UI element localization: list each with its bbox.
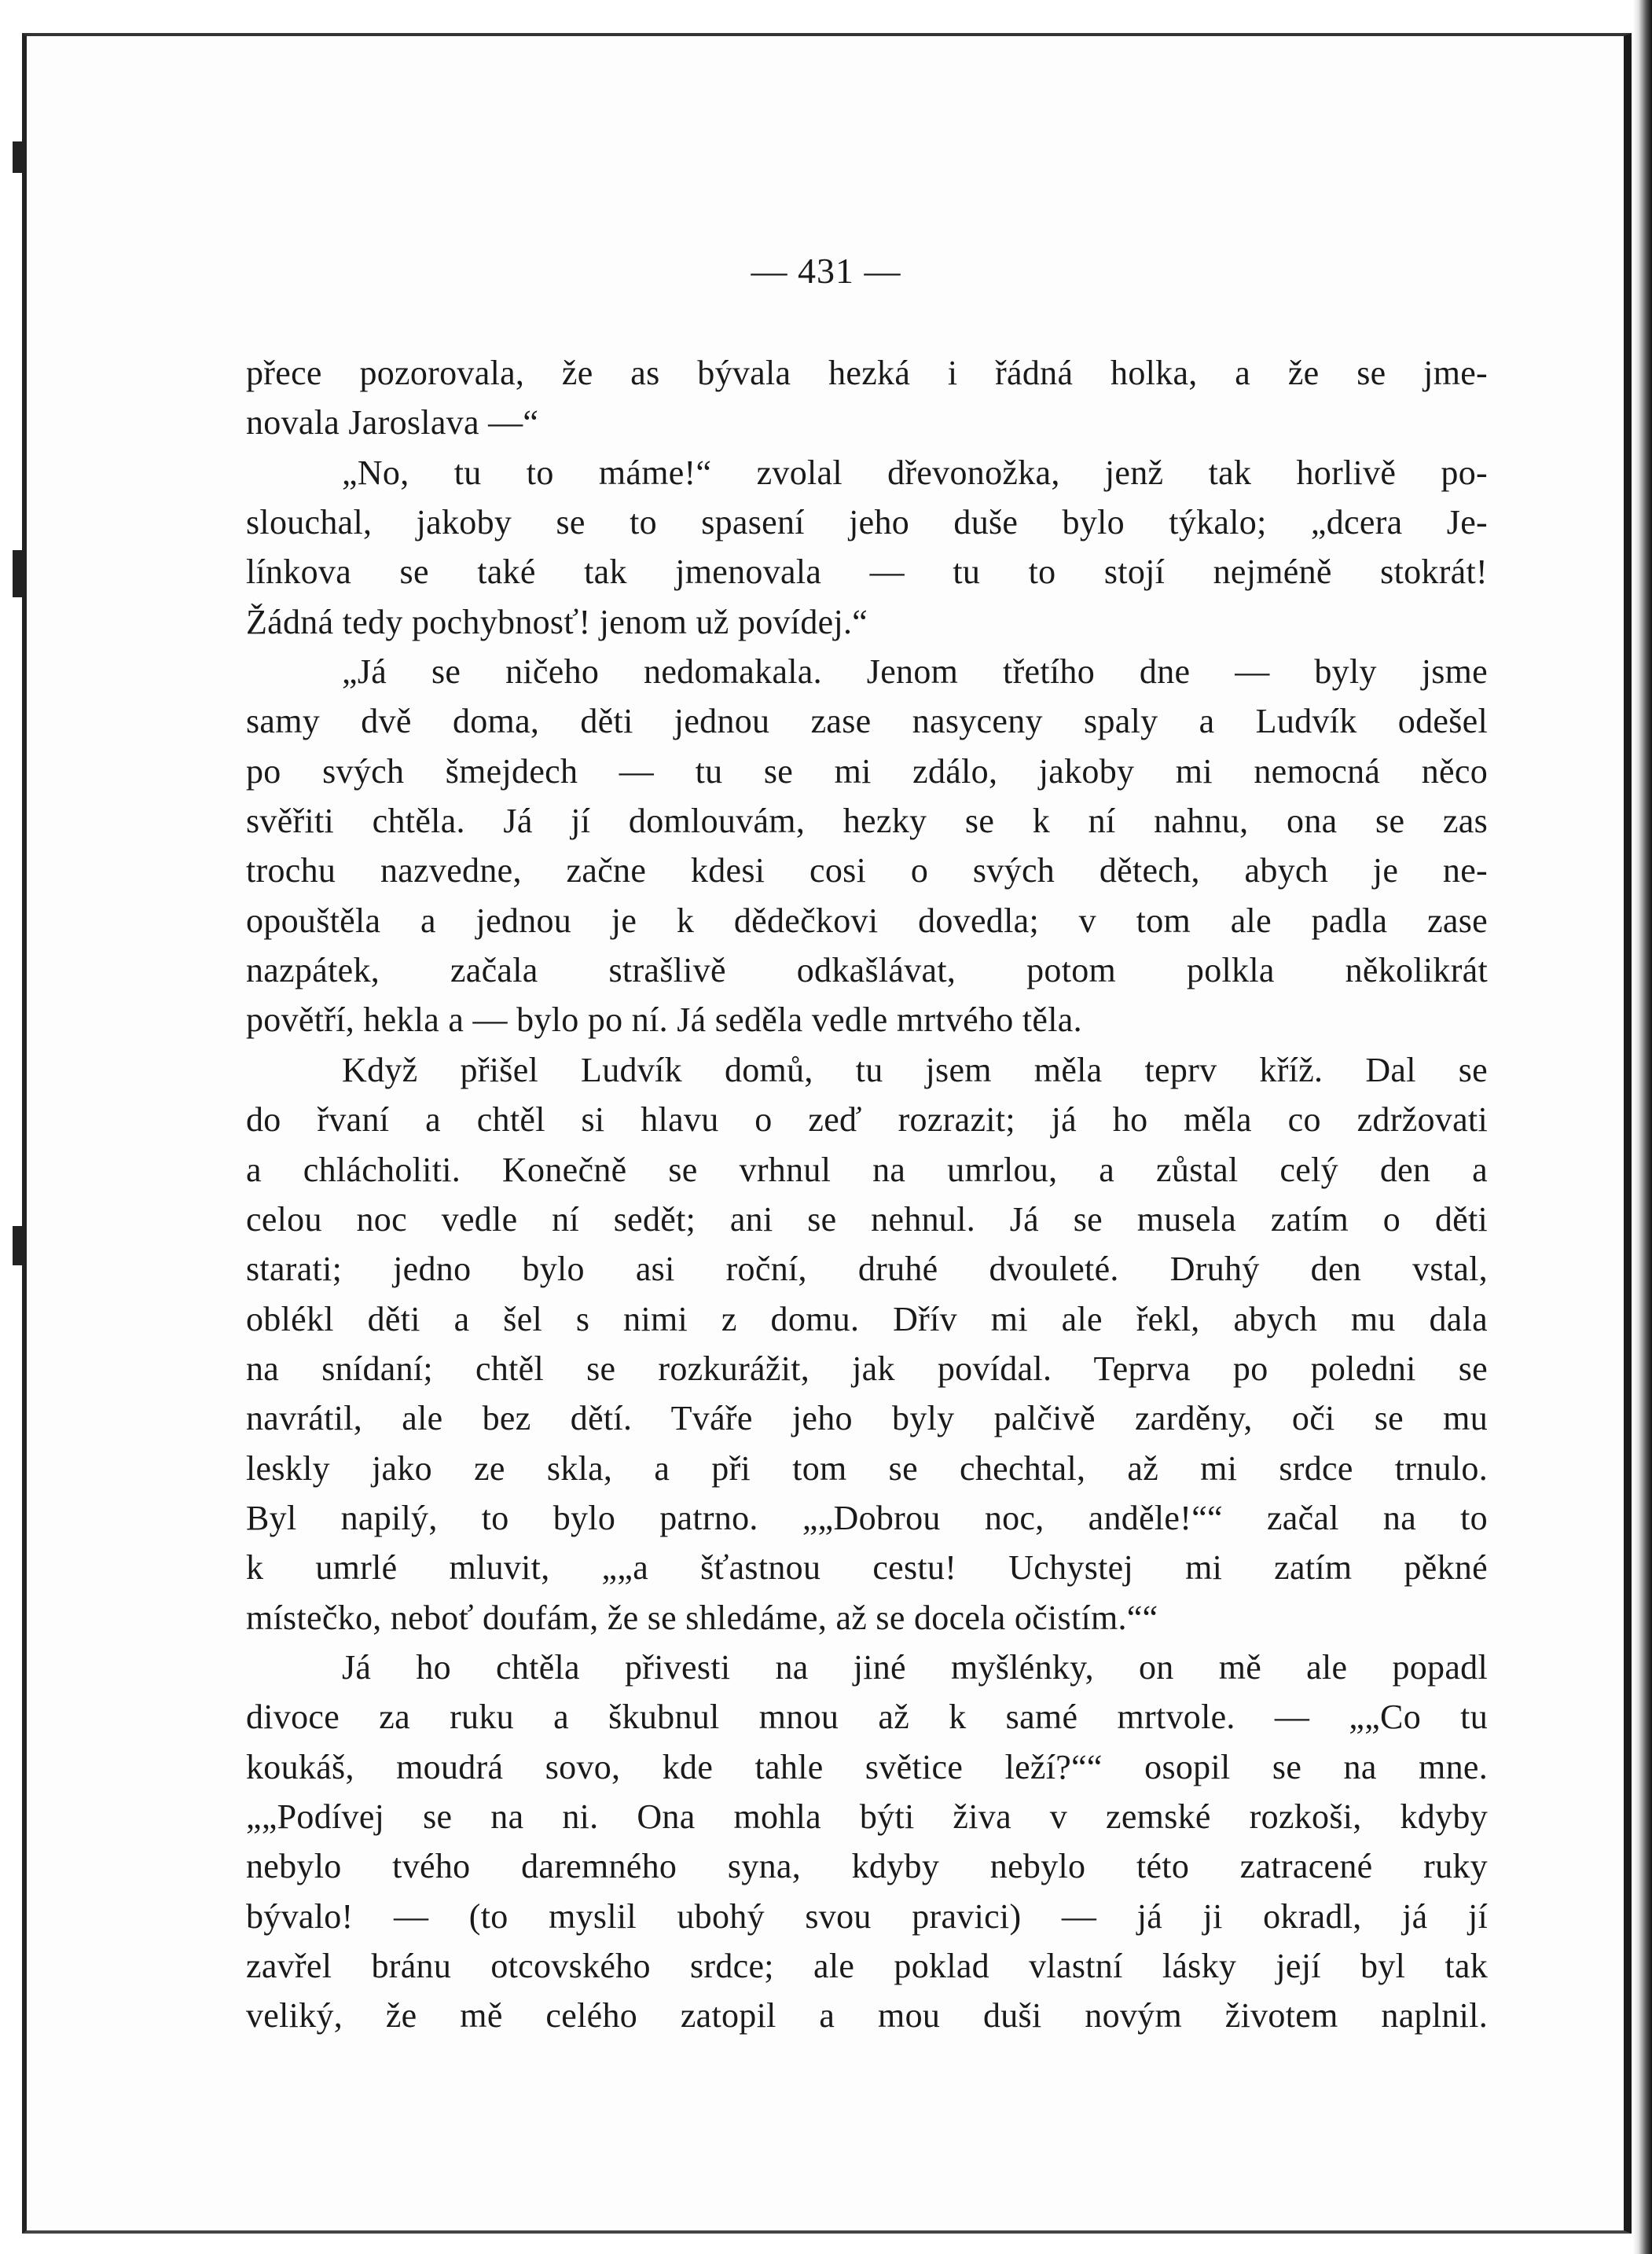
page-number: — 431 — [751,251,901,291]
text-line: zavřel bránu otcovského srdce; ale poklad vlastní lásky její byl tak [246,1947,1488,1985]
text-line: Byl napilý, to bylo patrno. „„Dobrou noc, anděle!““ začal na to [246,1498,1488,1537]
text-line: po svých šmejdech — tu se mi zdálo, jakoby mi nemocná něco [246,751,1488,791]
scan-edge-mark [13,141,24,173]
text-line: nazpátek, začala strašlivě odkašlávat, potom polkla několikrát [246,951,1488,990]
text-line: povětří, hekla a — bylo po ní. Já seděla vedle mrtvého těla. [246,1000,1082,1040]
text-line: leskly jako ze skla, a při tom se chechtal, až mi srdce trnulo. [246,1448,1488,1488]
text-line: línkova se také tak jmenovala — tu to stojí nejméně stokrát! [246,552,1488,592]
text-line: do řvaní a chtěl si hlavu o zeď rozrazit; já ho měla co zdržovati [246,1100,1488,1140]
text-line: místečko, neboť doufám, že se shledáme, až se docela očistím.““ [246,1598,1158,1637]
text-line: a chlácholiti. Konečně se vrhnul na umrlou, a zůstal celý den a [246,1150,1488,1189]
text-line: trochu nazvedne, začne kdesi cosi o svých dětech, abych je ne- [246,851,1488,890]
text-line: Když přišel Ludvík domů, tu jsem měla teprv kříž. Dal se [342,1050,1488,1089]
text-line: přece pozorovala, že as bývala hezká i řádná holka, a že se jme- [246,354,1488,392]
scan-edge-mark [13,550,24,597]
text-line: „„Podívej se na ni. Ona mohla býti živa v zemské rozkoši, kdyby [246,1797,1488,1836]
text-line: Já ho chtěla přivesti na jiné myšlénky, on mě ale popadl [342,1647,1488,1687]
text-line: novala Jaroslava —“ [246,403,539,442]
body-text [246,348,1488,2041]
page-right-edge [1633,0,1652,2254]
text-line: navrátil, ale bez dětí. Tváře jeho byly palčivě zarděny, oči se mu [246,1399,1488,1438]
text-line: koukáš, moudrá sovo, kde tahle světice leží?““ osopil se na mne. [246,1747,1488,1786]
text-line: veliký, že mě celého zatopil a mou duši novým životem naplnil. [246,1996,1488,2036]
text-line: samy dvě doma, děti jednou zase nasyceny spaly a Ludvík odešel [246,702,1488,741]
text-line: bývalo! — (to myslil ubohý svou pravici) — já ji okradl, já jí [246,1896,1488,1936]
text-line: divoce za ruku a škubnul mnou až k samé mrtvole. — „„Co tu [246,1698,1488,1737]
text-line: Žádná tedy pochybnosť! jenom už povídej.“ [246,602,868,641]
text-line: nebylo tvého daremného syna, kdyby nebylo této zatracené ruky [246,1847,1488,1886]
text-line: svěřiti chtěla. Já jí domlouvám, hezky se k ní nahnu, ona se zas [246,802,1488,841]
text-line: slouchal, jakoby se to spasení jeho duše bylo týkalo; „dcera Je- [246,503,1488,542]
text-line: starati; jedno bylo asi roční, druhé dvouleté. Druhý den vstal, [246,1250,1488,1289]
text-line: celou noc vedle ní sedět; ani se nehnul. Já se musela zatím o děti [246,1199,1488,1239]
text-line: na snídaní; chtěl se rozkurážit, jak povídal. Teprva po poledni se [246,1349,1488,1388]
text-line: oblékl děti a šel s nimi z domu. Dřív mi ale řekl, abych mu dala [246,1299,1488,1338]
text-line: opouštěla a jednou je k dědečkovi dovedla; v tom ale padla zase [246,901,1488,940]
text-line: „Já se ničeho nedomakala. Jenom třetího dne — byly jsme [342,652,1488,692]
scan-edge-mark [13,1226,24,1265]
text-line: „No, tu to máme!“ zvolal dřevonožka, jenž tak horlivě po- [342,453,1488,492]
text-line: k umrlé mluvit, „„a šťastnou cestu! Uchystej mi zatím pěkné [246,1548,1488,1588]
